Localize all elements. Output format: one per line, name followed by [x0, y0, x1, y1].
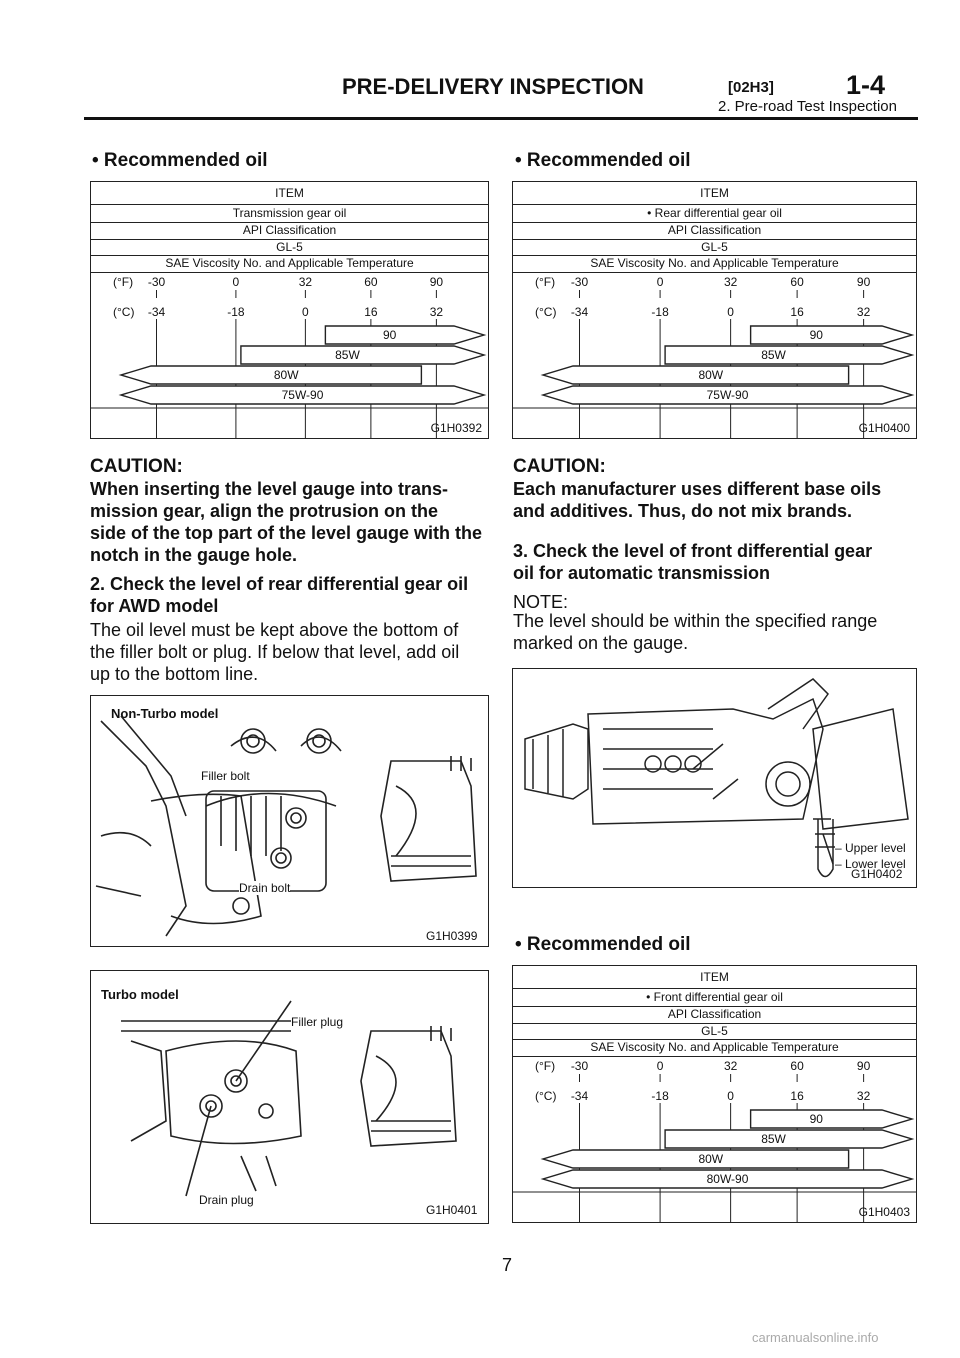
- right-heading-recommended-oil-2: • Recommended oil: [515, 934, 691, 955]
- note-title: NOTE:: [513, 592, 569, 612]
- note-text-line: marked on the gauge.: [513, 633, 689, 653]
- fahrenheit-tick-label: -30: [570, 275, 589, 289]
- fahrenheit-tick-label: 90: [856, 275, 871, 289]
- table-cell-oil: • Front differential gear oil: [646, 990, 783, 1004]
- grade-label: 75W-90: [281, 388, 324, 402]
- grade-bar: [121, 366, 421, 384]
- page-title: PRE-DELIVERY INSPECTION: [342, 74, 644, 99]
- table-cell-api: API Classification: [667, 1007, 762, 1021]
- fahrenheit-label: (°F): [113, 275, 134, 289]
- celsius-tick-label: -18: [227, 305, 245, 319]
- celsius-tick-label: -18: [651, 305, 669, 319]
- figure-transmission-gauge: [512, 668, 917, 888]
- fahrenheit-tick-label: 0: [656, 275, 664, 289]
- viscosity-chart: [513, 966, 916, 1222]
- grade-bar: [665, 346, 912, 364]
- celsius-tick-label: -34: [570, 305, 589, 319]
- left-caution-line: mission gear, align the protrusion on the: [90, 501, 439, 521]
- left-caution-line: notch in the gauge hole.: [90, 545, 297, 565]
- step2-title-line: 2. Check the level of rear differential gear oil: [90, 574, 469, 594]
- grade-bar: [665, 1130, 912, 1148]
- oil-table-transmission: [90, 181, 489, 439]
- table-cell-oil: • Rear differential gear oil: [647, 206, 782, 220]
- oil-table-front-differential: [512, 965, 917, 1223]
- celsius-tick-label: 16: [364, 305, 378, 319]
- step2-text-line: the filler bolt or plug. If below that level, add oil: [90, 642, 460, 662]
- grade-label: 90: [383, 328, 397, 342]
- grade-bar: [543, 366, 849, 384]
- grade-label: 75W-90: [706, 388, 749, 402]
- left-caution-line: When inserting the level gauge into trans-: [90, 479, 449, 499]
- fahrenheit-label: (°F): [535, 1059, 556, 1073]
- step2-title: [90, 573, 468, 617]
- rear-differential-turbo-illustration-icon: [91, 971, 488, 1223]
- fahrenheit-tick-label: 60: [364, 275, 378, 289]
- fahrenheit-tick-label: 0: [656, 1059, 664, 1073]
- figure-turbo: [90, 970, 489, 1224]
- figure-code: G1H0399: [426, 929, 478, 943]
- right-caution-line: and additives. Thus, do not mix brands.: [513, 501, 853, 521]
- celsius-tick-label: -34: [570, 1089, 589, 1103]
- table-cell-oil: Transmission gear oil: [232, 206, 347, 220]
- table-cell-sae: SAE Viscosity No. and Applicable Temperature: [590, 1040, 839, 1054]
- grade-label: 85W: [335, 348, 360, 362]
- celsius-tick-label: 32: [856, 1089, 871, 1103]
- celsius-tick-label: -18: [651, 1089, 669, 1103]
- table-cell-grade: GL-5: [276, 240, 303, 254]
- grade-bar: [325, 326, 484, 344]
- step2-text-line: up to the bottom line.: [90, 664, 259, 684]
- left-caution-text: [90, 478, 482, 566]
- step3-title-line: 3. Check the level of front differential gear: [513, 541, 873, 561]
- table-code: G1H0392: [430, 421, 482, 435]
- step2-text: [90, 619, 459, 685]
- rear-differential-illustration-icon: [91, 696, 488, 946]
- figure-non-turbo: [90, 695, 489, 947]
- celsius-tick-label: 32: [856, 305, 871, 319]
- table-code: G1H0403: [858, 1205, 910, 1219]
- figure-code: G1H0402: [851, 867, 903, 881]
- celsius-label: (°C): [535, 1089, 557, 1103]
- filler-bolt-label: Filler bolt: [201, 769, 250, 783]
- note-text: [513, 610, 877, 654]
- grade-label: 90: [809, 328, 823, 342]
- celsius-tick-label: 0: [727, 305, 734, 319]
- drain-plug-label: Drain plug: [199, 1193, 254, 1207]
- right-caution-text: [513, 478, 881, 522]
- grade-label: 80W-90: [706, 1172, 749, 1186]
- upper-level-label: – Upper level: [835, 841, 906, 855]
- page-number: 7: [502, 1255, 513, 1275]
- celsius-tick-label: 0: [302, 305, 309, 319]
- grade-bar: [751, 326, 912, 344]
- left-heading-recommended-oil: • Recommended oil: [92, 150, 268, 171]
- grade-bar: [751, 1110, 912, 1128]
- table-cell-item: ITEM: [700, 970, 729, 984]
- fahrenheit-label: (°F): [535, 275, 556, 289]
- right-heading-recommended-oil: • Recommended oil: [515, 150, 691, 171]
- page-subtitle: 2. Pre-road Test Inspection: [718, 98, 897, 115]
- note-text-line: The level should be within the specified range: [513, 611, 878, 631]
- page-ref: 1-4: [846, 70, 886, 100]
- table-cell-item: ITEM: [700, 186, 729, 200]
- fahrenheit-tick-label: 90: [429, 275, 444, 289]
- fahrenheit-tick-label: -30: [147, 275, 166, 289]
- fahrenheit-tick-label: 0: [232, 275, 240, 289]
- celsius-tick-label: 16: [790, 1089, 804, 1103]
- table-cell-item: ITEM: [275, 186, 304, 200]
- viscosity-chart: [91, 182, 488, 438]
- grade-bar: [241, 346, 484, 364]
- celsius-tick-label: 32: [429, 305, 444, 319]
- step3-title: [513, 540, 872, 584]
- celsius-label: (°C): [535, 305, 557, 319]
- footer-watermark: carmanualsonline.info: [752, 1330, 879, 1345]
- celsius-tick-label: -34: [147, 305, 166, 319]
- drain-bolt-label: Drain bolt: [239, 881, 291, 895]
- filler-plug-label: Filler plug: [291, 1015, 344, 1029]
- grade-bar: [543, 1150, 849, 1168]
- grade-label: 80W: [698, 368, 724, 382]
- left-caution-title: CAUTION:: [90, 456, 183, 477]
- step2-text-line: The oil level must be kept above the bottom of: [90, 620, 459, 640]
- table-cell-grade: GL-5: [701, 240, 728, 254]
- fahrenheit-tick-label: 32: [723, 275, 738, 289]
- table-cell-sae: SAE Viscosity No. and Applicable Temperature: [165, 256, 414, 270]
- celsius-tick-label: 0: [727, 1089, 734, 1103]
- fahrenheit-tick-label: 60: [790, 275, 804, 289]
- figure-non-turbo-title: Non-Turbo model: [111, 706, 219, 721]
- celsius-tick-label: 16: [790, 305, 804, 319]
- step3-title-line: oil for automatic transmission: [513, 563, 771, 583]
- step2-title-line: for AWD model: [90, 596, 219, 616]
- grade-label: 85W: [761, 348, 786, 362]
- figure-code: G1H0401: [426, 1203, 478, 1217]
- fahrenheit-tick-label: 32: [723, 1059, 738, 1073]
- oil-table-rear-differential: [512, 181, 917, 439]
- celsius-label: (°C): [113, 305, 135, 319]
- left-caution-line: side of the top part of the level gauge with the: [90, 523, 483, 543]
- fahrenheit-tick-label: 90: [856, 1059, 871, 1073]
- section-code: [02H3]: [728, 79, 774, 96]
- fahrenheit-tick-label: -30: [570, 1059, 589, 1073]
- table-cell-sae: SAE Viscosity No. and Applicable Temperature: [590, 256, 839, 270]
- lower-level-label: – Lower level: [835, 857, 906, 871]
- header-rule: [84, 117, 918, 120]
- grade-label: 80W: [698, 1152, 724, 1166]
- figure-turbo-title: Turbo model: [101, 987, 179, 1002]
- right-caution-line: Each manufacturer uses different base oils: [513, 479, 882, 499]
- table-cell-api: API Classification: [667, 223, 762, 237]
- fahrenheit-tick-label: 32: [298, 275, 313, 289]
- grade-label: 80W: [273, 368, 299, 382]
- right-caution-title: CAUTION:: [513, 456, 606, 477]
- grade-label: 85W: [761, 1132, 786, 1146]
- viscosity-chart: [513, 182, 916, 438]
- table-cell-api: API Classification: [242, 223, 337, 237]
- fahrenheit-tick-label: 60: [790, 1059, 804, 1073]
- table-cell-grade: GL-5: [701, 1024, 728, 1038]
- grade-label: 90: [809, 1112, 823, 1126]
- table-code: G1H0400: [858, 421, 910, 435]
